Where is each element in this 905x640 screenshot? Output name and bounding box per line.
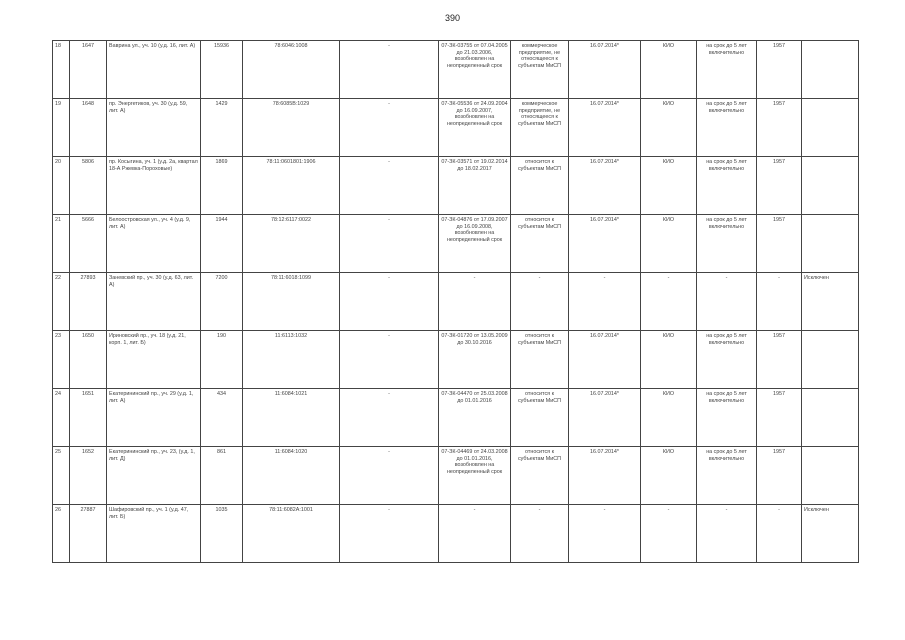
note-cell: Исключен (802, 273, 859, 331)
object-id-cell: 1650 (70, 331, 107, 389)
row-number-cell: 20 (53, 157, 70, 215)
object-id-cell: 1648 (70, 99, 107, 157)
object-id-cell: 5666 (70, 215, 107, 273)
object-id-cell: 27887 (70, 505, 107, 563)
year-cell: 1957 (757, 389, 802, 447)
cadastral-number-cell: 78:6085В:1029 (243, 99, 340, 157)
cadastral-number-cell: 78:11:6082А:1001 (243, 505, 340, 563)
object-id-cell: 1647 (70, 41, 107, 99)
tenant-type-cell: коммерческое предприятие, не относящееся к субъектам МиСП (511, 41, 569, 99)
tenant-type-cell: относится к субъектам МиСП (511, 215, 569, 273)
table-row (53, 505, 859, 563)
authority-cell: КИО (641, 215, 697, 273)
year-cell: - (757, 505, 802, 563)
row-number-cell: 24 (53, 389, 70, 447)
table-row (53, 389, 859, 447)
row-number-cell: 22 (53, 273, 70, 331)
area-cell: 434 (201, 389, 243, 447)
lease-info-cell: - (439, 273, 511, 331)
authority-cell: - (641, 505, 697, 563)
table-row (53, 273, 859, 331)
note-cell (802, 41, 859, 99)
dash-cell-cell: - (340, 331, 439, 389)
term-cell: на срок до 5 лет включительно (697, 157, 757, 215)
cadastral-number-cell: 78:11:0601801:1906 (243, 157, 340, 215)
term-cell: на срок до 5 лет включительно (697, 99, 757, 157)
term-cell: на срок до 5 лет включительно (697, 331, 757, 389)
address-cell: Шафировский пр., уч. 1 (у.д. 47, лит. Б) (107, 505, 201, 563)
row-number-cell: 18 (53, 41, 70, 99)
tenant-type-cell: - (511, 273, 569, 331)
term-cell: на срок до 5 лет включительно (697, 215, 757, 273)
date-cell: 16.07.2014* (569, 157, 641, 215)
area-cell: 1429 (201, 99, 243, 157)
lease-info-cell: 07-ЗК-04469 от 24.03.2008 до 01.01.2016, возобновлен на неопределенный срок (439, 447, 511, 505)
authority-cell: КИО (641, 99, 697, 157)
address-cell: Заневский пр., уч. 30 (у.д. 63, лит. А) (107, 273, 201, 331)
row-number-cell: 23 (53, 331, 70, 389)
table-row (53, 215, 859, 273)
tenant-type-cell: относится к субъектам МиСП (511, 447, 569, 505)
term-cell: на срок до 5 лет включительно (697, 389, 757, 447)
authority-cell: КИО (641, 157, 697, 215)
area-cell: 1944 (201, 215, 243, 273)
year-cell: 1957 (757, 447, 802, 505)
table-row (53, 41, 859, 99)
address-cell: Екатерининский пр., уч. 23, (у.д. 1, лит. Д) (107, 447, 201, 505)
date-cell: 16.07.2014* (569, 41, 641, 99)
address-cell: Ириновский пр., уч. 18 (у.д. 21, корп. 1, лит. Б) (107, 331, 201, 389)
year-cell: 1957 (757, 99, 802, 157)
date-cell: 16.07.2014* (569, 389, 641, 447)
row-number-cell: 21 (53, 215, 70, 273)
note-cell (802, 331, 859, 389)
tenant-type-cell: - (511, 505, 569, 563)
year-cell: 1957 (757, 41, 802, 99)
authority-cell: - (641, 273, 697, 331)
object-id-cell: 1652 (70, 447, 107, 505)
date-cell: - (569, 505, 641, 563)
authority-cell: КИО (641, 331, 697, 389)
cadastral-number-cell: 78:12:6117:0022 (243, 215, 340, 273)
tenant-type-cell: относится к субъектам МиСП (511, 389, 569, 447)
lease-info-cell: 07-ЗК-03571 от 19.02.2014 до 18.02.2017 (439, 157, 511, 215)
term-cell: - (697, 273, 757, 331)
cadastral-number-cell: 11:6084:1021 (243, 389, 340, 447)
row-number-cell: 26 (53, 505, 70, 563)
cadastral-number-cell: 11:6084:1020 (243, 447, 340, 505)
area-cell: 7200 (201, 273, 243, 331)
date-cell: 16.07.2014* (569, 447, 641, 505)
note-cell: Исключен (802, 505, 859, 563)
dash-cell-cell: - (340, 273, 439, 331)
date-cell: 16.07.2014* (569, 99, 641, 157)
dash-cell-cell: - (340, 41, 439, 99)
lease-info-cell: 07-ЗК-01720 от 13.05.2009 до 30.10.2016 (439, 331, 511, 389)
tenant-type-cell: относится к субъектам МиСП (511, 331, 569, 389)
lease-info-cell: 07-ЗК-05536 от 24.09.2004 до 16.09.2007, возобновлен на неопределенный срок (439, 99, 511, 157)
lease-info-cell: 07-ЗК-04876 от 17.09.2007 до 16.09.2008, возобновлен на неопределенный срок (439, 215, 511, 273)
address-cell: Ваврина ул., уч. 10 (у.д. 16, лит. А) (107, 41, 201, 99)
address-cell: пр. Косыгина, уч. 1 (у.д. 2а, квартал 18-А Ржевка-Пороховые) (107, 157, 201, 215)
lease-info-cell: - (439, 505, 511, 563)
address-cell: пр. Энергетиков, уч. 30 (у.д. 59, лит. А) (107, 99, 201, 157)
note-cell (802, 447, 859, 505)
table-row (53, 331, 859, 389)
page-number: 390 (444, 13, 461, 23)
year-cell: 1957 (757, 215, 802, 273)
tenant-type-cell: относится к субъектам МиСП (511, 157, 569, 215)
tenant-type-cell: коммерческое предприятие, не относящееся к субъектам МиСП (511, 99, 569, 157)
area-cell: 1869 (201, 157, 243, 215)
row-number-cell: 19 (53, 99, 70, 157)
land-plots-table (52, 40, 859, 563)
cadastral-number-cell: 78:6046:1008 (243, 41, 340, 99)
dash-cell-cell: - (340, 389, 439, 447)
object-id-cell: 27893 (70, 273, 107, 331)
cadastral-number-cell: 78:11:6018:1099 (243, 273, 340, 331)
dash-cell-cell: - (340, 447, 439, 505)
dash-cell-cell: - (340, 215, 439, 273)
note-cell (802, 389, 859, 447)
term-cell: на срок до 5 лет включительно (697, 41, 757, 99)
date-cell: 16.07.2014* (569, 215, 641, 273)
table-row (53, 99, 859, 157)
date-cell: - (569, 273, 641, 331)
note-cell (802, 99, 859, 157)
lease-info-cell: 07-ЗК-03755 от 07.04.2005 до 21.03.2006, возобновлен на неопределенный срок (439, 41, 511, 99)
authority-cell: КИО (641, 41, 697, 99)
area-cell: 861 (201, 447, 243, 505)
dash-cell-cell: - (340, 505, 439, 563)
dash-cell-cell: - (340, 157, 439, 215)
dash-cell-cell: - (340, 99, 439, 157)
cadastral-number-cell: 11:6113:1032 (243, 331, 340, 389)
table-row (53, 447, 859, 505)
area-cell: 190 (201, 331, 243, 389)
term-cell: на срок до 5 лет включительно (697, 447, 757, 505)
object-id-cell: 1651 (70, 389, 107, 447)
authority-cell: КИО (641, 447, 697, 505)
term-cell: - (697, 505, 757, 563)
note-cell (802, 215, 859, 273)
authority-cell: КИО (641, 389, 697, 447)
note-cell (802, 157, 859, 215)
row-number-cell: 25 (53, 447, 70, 505)
area-cell: 1035 (201, 505, 243, 563)
date-cell: 16.07.2014* (569, 331, 641, 389)
object-id-cell: 5806 (70, 157, 107, 215)
lease-info-cell: 07-ЗК-04470 от 25.03.2008 до 01.01.2016 (439, 389, 511, 447)
area-cell: 15936 (201, 41, 243, 99)
table-row (53, 157, 859, 215)
year-cell: 1957 (757, 157, 802, 215)
year-cell: - (757, 273, 802, 331)
address-cell: Белоостровская ул., уч. 4 (у.д. 9, лит. А) (107, 215, 201, 273)
address-cell: Екатерининский пр., уч. 29 (у.д. 1, лит. А) (107, 389, 201, 447)
year-cell: 1957 (757, 331, 802, 389)
